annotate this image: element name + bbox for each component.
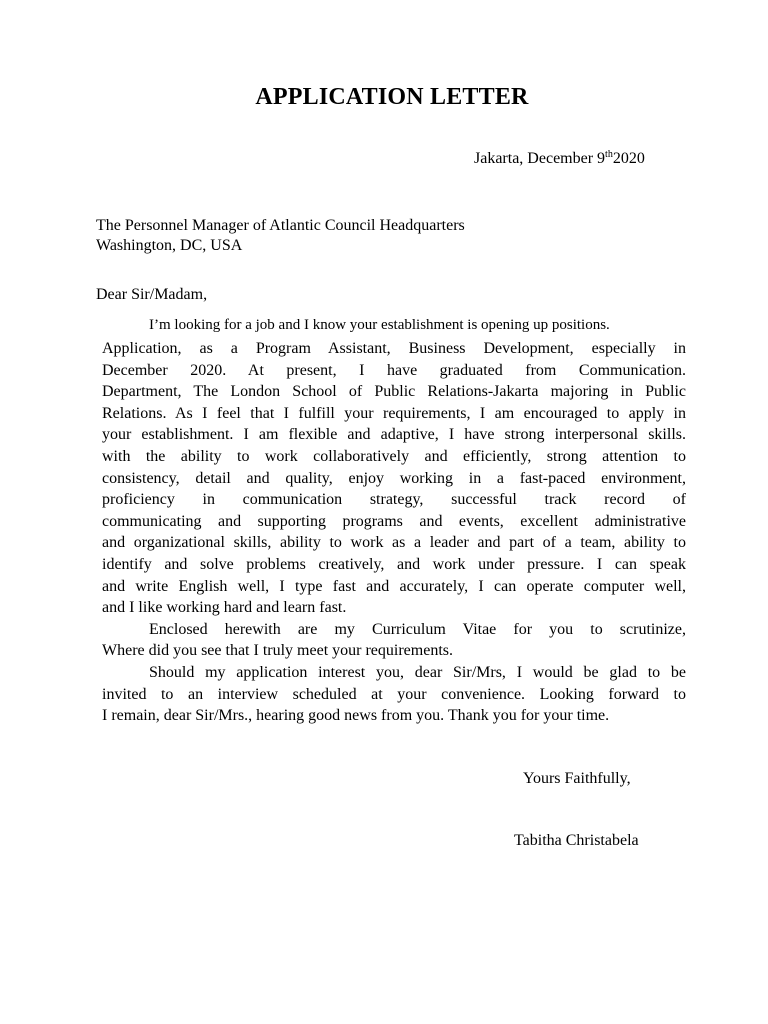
- body-line: and organizational skills, ability to work as a leader and part of a team, ability to: [102, 534, 686, 552]
- body-line: consistency, detail and quality, enjoy working in a fast-paced environment,: [102, 469, 686, 487]
- recipient-address: [96, 216, 465, 256]
- letter-title: APPLICATION LETTER: [255, 84, 529, 110]
- date-prefix: Jakarta, December 9: [474, 150, 606, 167]
- body-line: I remain, dear Sir/Mrs., hearing good news from you. Thank you for your time.: [102, 707, 610, 725]
- body-line: Where did you see that I truly meet your requirements.: [102, 642, 453, 660]
- salutation: Dear Sir/Madam,: [96, 286, 208, 303]
- body-line: and write English well, I type fast and accurately, I can operate computer well,: [102, 577, 686, 595]
- body-line: Relations. As I feel that I fulfill your requirements, I am encouraged to apply in: [102, 404, 686, 422]
- body-line: proficiency in communication strategy, successful track record of: [102, 491, 686, 509]
- body-line: your establishment. I am flexible and adaptive, I have strong interpersonal skills.: [102, 426, 686, 444]
- body-line: communicating and supporting programs and events, excellent administrative: [102, 512, 686, 530]
- body-line: with the ability to work collaboratively and efficiently, strong attention to: [102, 447, 686, 465]
- letter-date: [474, 150, 645, 168]
- body-line: Department, The London School of Public Relations-Jakarta majoring in Public: [102, 383, 686, 401]
- letter-body: [102, 338, 686, 727]
- body-line: identify and solve problems creatively, and work under pressure. I can speak: [102, 555, 686, 573]
- recipient-line-2: Washington, DC, USA: [96, 237, 243, 254]
- date-year: 2020: [612, 150, 645, 167]
- date-ordinal-suffix: th: [605, 149, 613, 160]
- recipient-line-1: The Personnel Manager of Atlantic Council Headquarters: [96, 217, 465, 234]
- body-opening-line: I’m looking for a job and I know your establishment is opening up positions.: [149, 317, 610, 333]
- complimentary-close: Yours Faithfully,: [523, 770, 631, 787]
- body-line: Enclosed herewith are my Curriculum Vitae for you to scrutinize,: [149, 620, 686, 638]
- body-line: Application, as a Program Assistant, Business Development, especially in: [102, 340, 686, 357]
- body-line: and I like working hard and learn fast.: [102, 599, 347, 617]
- body-line: Should my application interest you, dear Sir/Mrs, I would be glad to be: [149, 663, 686, 681]
- body-line: December 2020. At present, I have graduated from Communication.: [102, 361, 686, 379]
- signature-name: Tabitha Christabela: [514, 832, 639, 849]
- body-line: invited to an interview scheduled at your convenience. Looking forward to: [102, 685, 686, 703]
